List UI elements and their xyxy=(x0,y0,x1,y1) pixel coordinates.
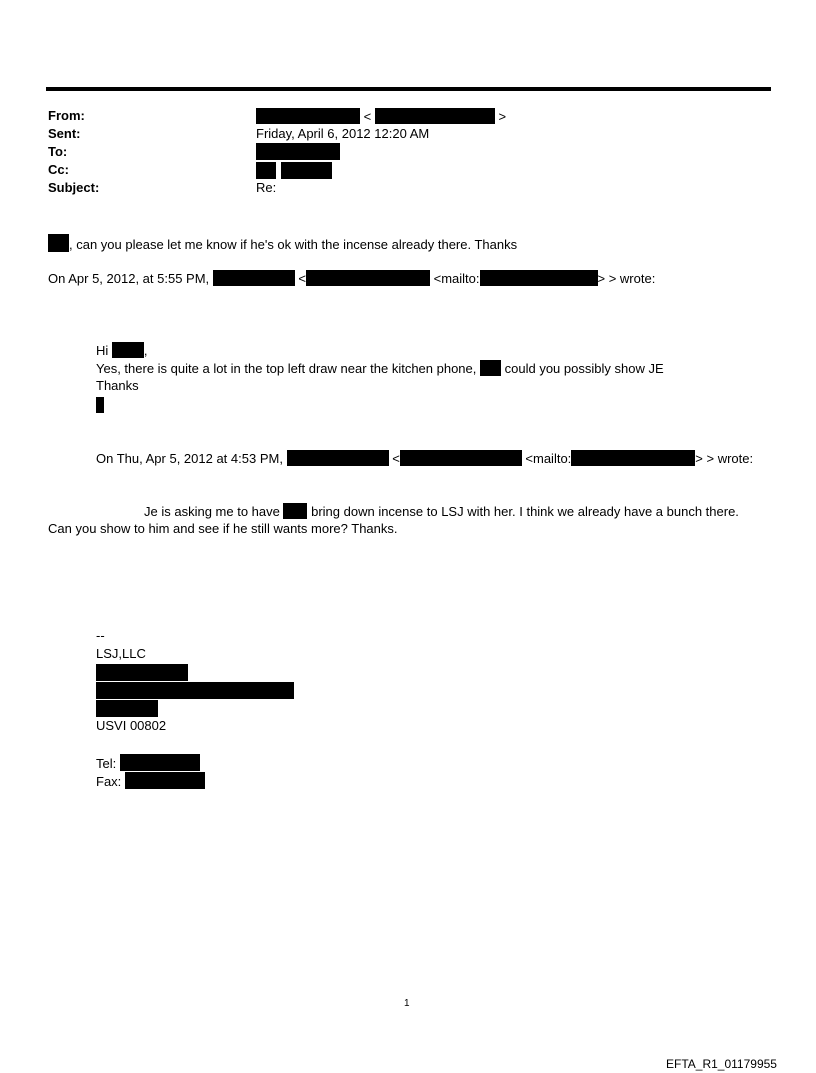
page-number: 1 xyxy=(404,998,410,1009)
redacted-name xyxy=(48,234,69,252)
document-id: EFTA_R1_01179955 xyxy=(666,1057,777,1071)
signature-fax: Fax: xyxy=(96,772,205,790)
signature-zip: USVI 00802 xyxy=(96,718,167,733)
redacted-cc-1 xyxy=(256,162,276,179)
sent-label: Sent: xyxy=(48,126,81,141)
from-gt: > xyxy=(498,109,507,124)
signature-company: LSJ,LLC xyxy=(96,646,146,661)
to-label: To: xyxy=(48,144,68,159)
redacted-phone xyxy=(120,754,200,771)
subject-value: Re: xyxy=(256,180,277,195)
redacted-from-name xyxy=(256,108,360,124)
redacted-signoff xyxy=(96,397,104,413)
redacted-email xyxy=(480,270,598,286)
je-line-1: Je is asking me to have bring down incense to LSJ with her. I think we already have a bunch there. xyxy=(144,504,739,519)
subject-label: Subject: xyxy=(48,180,100,195)
redacted-name xyxy=(480,360,501,376)
redacted-address-1 xyxy=(96,664,188,681)
redacted-address-3 xyxy=(96,700,158,717)
sent-value: Friday, April 6, 2012 12:20 AM xyxy=(256,126,430,141)
signature-tel: Tel: xyxy=(96,754,200,772)
from-label: From: xyxy=(48,108,85,123)
redacted-email xyxy=(306,270,430,286)
cc-label: Cc: xyxy=(48,162,69,177)
je-line-2: Can you show to him and see if he still wants more? Thanks. xyxy=(48,521,398,536)
header-rule xyxy=(46,87,771,91)
from-lt: < xyxy=(363,109,372,124)
thanks-line: Thanks xyxy=(96,378,139,393)
redacted-name xyxy=(112,342,144,358)
redacted-address-2 xyxy=(96,682,294,699)
redacted-from-email xyxy=(375,108,495,124)
body-line-1: , can you please let me know if he's ok with the incense already there. Thanks xyxy=(48,234,517,253)
redacted-email xyxy=(400,450,522,466)
quote-header-2: On Thu, Apr 5, 2012 at 4:53 PM, < <mailto: > > wrote: xyxy=(96,451,754,466)
signature-dashes: -- xyxy=(96,628,105,643)
redacted-name xyxy=(283,503,307,519)
from-value xyxy=(256,108,506,125)
quote-header-1: On Apr 5, 2012, at 5:55 PM, < <mailto: > > wrote: xyxy=(48,271,656,286)
redacted-name xyxy=(213,270,295,286)
body-yes-line: Yes, there is quite a lot in the top left draw near the kitchen phone, could you possibly show JE xyxy=(96,361,664,376)
redacted-fax xyxy=(125,772,205,789)
redacted-name xyxy=(287,450,389,466)
greeting: Hi , xyxy=(96,343,148,358)
redacted-email xyxy=(571,450,695,466)
redacted-cc-2 xyxy=(281,162,332,179)
redacted-to xyxy=(256,143,340,160)
